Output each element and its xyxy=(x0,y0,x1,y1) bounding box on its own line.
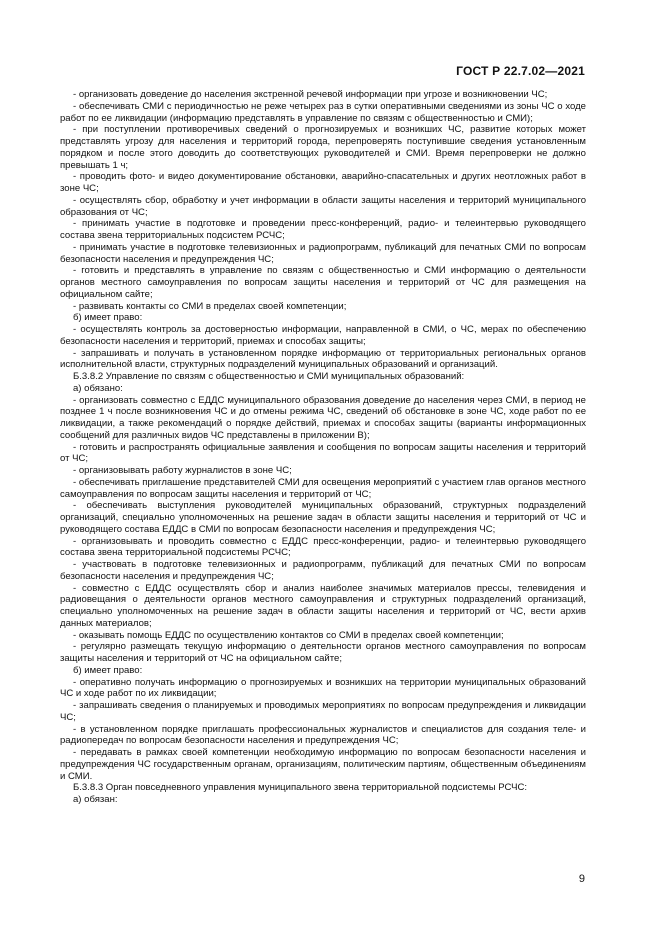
page-number: 9 xyxy=(578,873,585,885)
paragraph: - организовать совместно с ЕДДС муниципального образования доведение до населения через СМИ, в период не позднее 1 ч после возникновения ЧС и до отмены режима ЧС, сведений об обстановке в зоне ЧС, ходе работ по ее ликвидации, а также рекомендаций о порядке действий, приемах и способах защиты (варианты информационных сообщений для различных видов ЧС представлены в приложении В); xyxy=(60,394,586,441)
paragraph: - участвовать в подготовке телевизионных и радиопрограмм, публикаций для печатных СМИ по вопросам безопасности населения и предупреждения ЧС; xyxy=(60,559,586,582)
paragraph: - организовывать работу журналистов в зоне ЧС; xyxy=(73,465,292,476)
paragraph: - готовить и распространять официальные заявления и сообщения по вопросам защиты населения и территорий от ЧС; xyxy=(60,441,586,465)
paragraph: - передавать в рамках своей компетенции необходимую информацию по вопросам безопасности населения и предупреждения ЧС государственным органам, организациям, политическим партиям, общественным объединениям и СМИ. xyxy=(60,747,586,782)
paragraph: - готовить и представлять в управление по связям с общественностью и СМИ информацию о деятельности органов местного самоуправления по вопросам защиты населения и территорий от ЧС для размещения на официальном сайте; xyxy=(60,265,586,300)
paragraph: - организовать доведение до населения экстренной речевой информации при угрозе и возникновении ЧС; xyxy=(73,89,548,100)
paragraph: б) имеет право: xyxy=(73,312,143,324)
section-heading: Б.3.8.3 Орган повседневного управления муниципального звена территориальной подсистемы РСЧС: xyxy=(73,782,527,794)
paragraph: - обеспечивать СМИ с периодичностью не реже четырех раз в сутки оперативными сведениями из зоны ЧС о ходе работ по ее ликвидации (информацию представлять в управление по связям с общественностью и СМИ); xyxy=(60,100,586,124)
paragraph: - запрашивать и получать в установленном порядке информацию от территориальных региональных органов исполнительной власти, структурных подразделений муниципальных образований и организаций. xyxy=(60,347,586,371)
paragraph: - организовывать и проводить совместно с ЕДДС пресс-конференции, радио- и телеинтервью руководящего состава звена территориальной подсистемы РСЧС; xyxy=(60,535,586,559)
paragraph: - оперативно получать информацию о прогнозируемых и возникших на территории муниципальных образований ЧС и ходе работ по их ликвидации; xyxy=(60,676,586,700)
paragraph: - обеспечивать приглашение представителей СМИ для освещения мероприятий с участием глав органов местного самоуправления по вопросам защиты населения и территорий от ЧС; xyxy=(60,476,586,500)
standard-header: ГОСТ Р 22.7.02—2021 xyxy=(456,64,585,78)
paragraph: - принимать участие в подготовке и проведении пресс-конференций, радио- и телеинтервью руководящего состава звена территориальных подсистем РСЧС; xyxy=(60,218,586,241)
paragraph: - запрашивать сведения о планируемых и проводимых мероприятиях по вопросам предупреждения и ликвидации ЧС; xyxy=(60,700,586,723)
section-heading: Б.3.8.2 Управление по связям с общественностью и СМИ муниципальных образований: xyxy=(73,371,465,382)
paragraph: б) имеет право: xyxy=(73,664,143,676)
paragraph: - оказывать помощь ЕДДС по осуществлению контактов со СМИ в пределах своей компетенции; xyxy=(73,629,504,641)
paragraph: - осуществлять сбор, обработку и учет информации в области защиты населения и территорий муниципального образования от ЧС; xyxy=(60,194,586,218)
paragraph: а) обязано: xyxy=(73,382,123,394)
document-body xyxy=(60,89,586,806)
paragraph: - совместно с ЕДДС осуществлять сбор и анализ наиболее значимых материалов прессы, телевидения и радиовещания о деятельности органов местного самоуправления и структурных подразделений организаций, специально уполномоченных на решение задач в области защиты населения и территорий от ЧС, вести архив данных материалов; xyxy=(60,582,586,629)
paragraph: а) обязан: xyxy=(73,794,118,805)
paragraph: - развивать контакты со СМИ в пределах своей компетенции; xyxy=(73,300,347,312)
paragraph: - обеспечивать выступления руководителей муниципальных образований, структурных подразделений организаций, специально уполномоченных на решение задач в области защиты населения и территорий от ЧС и руководящего состава ЕДДС в СМИ по вопросам безопасности населения и предупреждения ЧС; xyxy=(60,500,586,535)
paragraph: - регулярно размещать текущую информацию о деятельности органов местного самоуправления по вопросам защиты населения и территорий от ЧС на официальном сайте; xyxy=(60,641,586,664)
paragraph: - проводить фото- и видео документирование обстановки, аварийно-спасательных и других неотложных работ в зоне ЧС; xyxy=(60,171,586,194)
paragraph: - принимать участие в подготовке телевизионных и радиопрограмм, публикаций для печатных СМИ по вопросам безопасности населения и предупреждения ЧС; xyxy=(60,241,586,265)
paragraph: - в установленном порядке приглашать профессиональных журналистов и специалистов для создания теле- и радиопередач по вопросам безопасности населения и предупреждения ЧС; xyxy=(60,723,586,747)
paragraph: - осуществлять контроль за достоверностью информации, направленной в СМИ, о ЧС, мерах по обеспечению безопасности населения и территорий, приемах и способах защиты; xyxy=(60,324,586,347)
paragraph: - при поступлении противоречивых сведений о прогнозируемых и возникших ЧС, развитие которых может представлять угрозу для населения и территорий города, перепроверять поступившие сведения установленным порядком и после этого доводить до соответствующих руководителей и СМИ. Время перепроверки не должно превышать 1 ч; xyxy=(60,124,586,171)
